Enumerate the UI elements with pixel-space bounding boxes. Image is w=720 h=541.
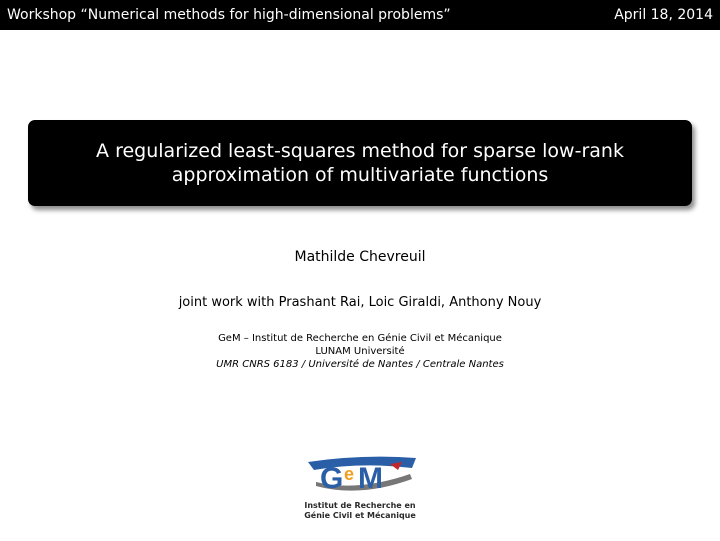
affiliation-line-2: LUNAM Université — [315, 346, 405, 357]
gem-logo-graphic — [298, 452, 422, 500]
logo-subtitle-2: Génie Civil et Mécanique — [304, 511, 416, 520]
logo-letter-m: M — [358, 462, 383, 495]
header-bar — [0, 0, 720, 30]
logo-letter-e: e — [344, 464, 355, 484]
gem-logo — [298, 452, 422, 524]
title-line-1: A regularized least-squares method for sparse low-rank — [96, 140, 624, 162]
author-name: Mathilde Chevreuil — [294, 249, 426, 265]
presentation-date: April 18, 2014 — [614, 7, 713, 23]
coauthors: joint work with Prashant Rai, Loic Giraldi, Anthony Nouy — [178, 295, 542, 310]
affiliation-line-3: UMR CNRS 6183 / Université de Nantes / Centrale Nantes — [216, 359, 504, 370]
workshop-title: Workshop “Numerical methods for high-dimensional problems” — [7, 7, 451, 23]
title-box — [28, 120, 692, 206]
affiliation-line-1: GeM – Institut de Recherche en Génie Civil et Mécanique — [218, 333, 502, 344]
logo-subtitle-1: Institut de Recherche en — [304, 501, 416, 510]
logo-letter-g: G — [320, 462, 344, 495]
title-line-2: approximation of multivariate functions — [171, 164, 549, 186]
